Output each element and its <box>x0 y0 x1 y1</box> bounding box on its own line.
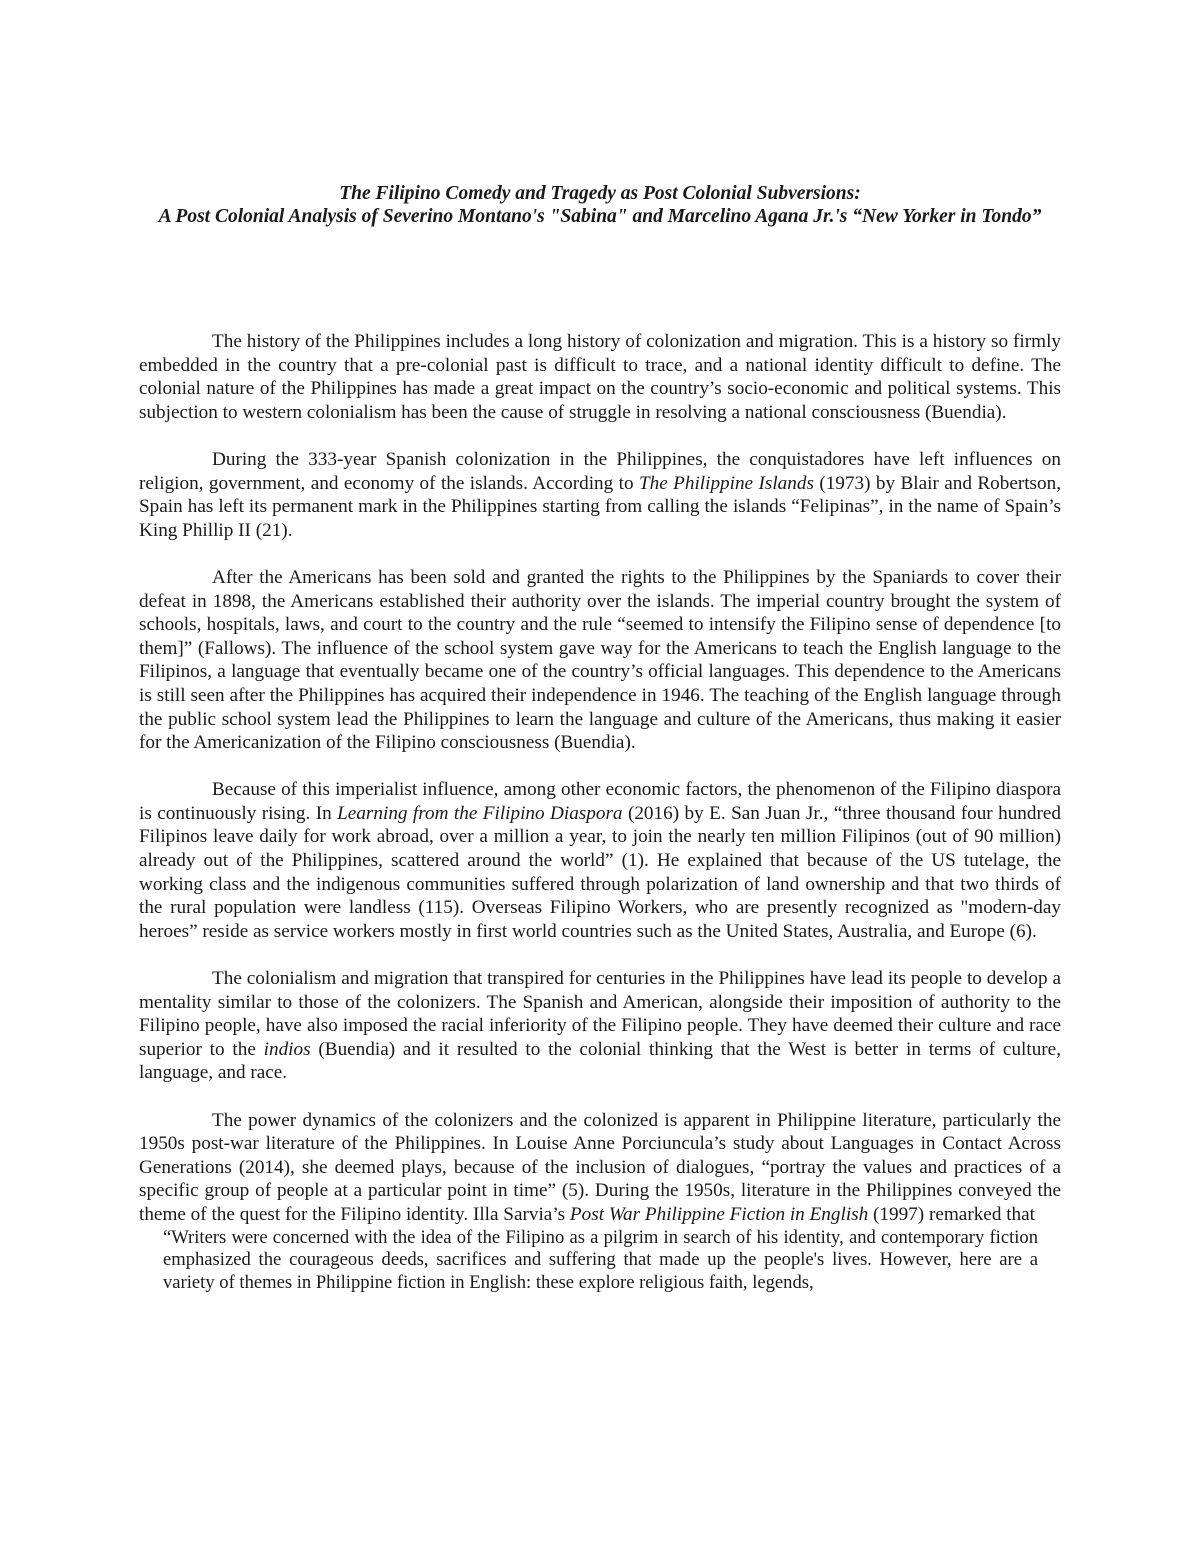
paragraph-4 <box>139 778 1061 943</box>
document-body <box>139 330 1061 1294</box>
paragraph-5-text-a: The colonialism and migration that transpired for centuries in the Philippines have lead its people to develop a mentality similar to those of the colonizers. The Spanish and American, alongside their imposition of authority to the Filipino people, have also imposed the racial inferiority of the Filipino people. They have deemed their culture and race superior to the <box>139 968 1061 1060</box>
title-line-1: The Filipino Comedy and Tragedy as Post Colonial Subversions: <box>339 183 861 204</box>
paragraph-5 <box>139 967 1061 1085</box>
paragraph-6-text-a: The power dynamics of the colonizers and the colonized is apparent in Philippine literature, particularly the 1950s post-war literature of the Philippines. In Louise Anne Porciuncula’s study about Languages in Contact Across Generations (2014), she deemed plays, because of the inclusion of dialogues, “portray the values and practices of a specific group of people at a particular point in time” (5). During the 1950s, literature in the Philippines conveyed the theme of the quest for the Filipino identity. Illa Sarvia’s <box>139 1109 1061 1225</box>
paragraph-2 <box>139 448 1061 542</box>
paragraph-6-book-title: Post War Philippine Fiction in English <box>569 1203 869 1225</box>
paragraph-3: After the Americans has been sold and granted the rights to the Philippines by the Spaniards to cover their defeat in 1898, the Americans established their authority over the islands. The imperial country brought the system of schools, hospitals, laws, and court to the country and the rule “seemed to intensify the Filipino sense of dependence [to them]” (Fallows). The influence of the school system gave way for the Americans to teach the English language to the Filipinos, a language that eventually became one of the country’s official languages. This dependence to the Americans is still seen after the Philippines has acquired their independence in 1946. The teaching of the English language through the public school system lead the Philippines to learn the language and culture of the Americans, thus making it easier for the Americanization of the Filipino consciousness (Buendia). <box>139 566 1061 754</box>
document-title <box>130 182 1070 228</box>
paragraph-5-italic-term: indios <box>263 1038 311 1060</box>
paragraph-4-text-a: Because of this imperialist influence, among other economic factors, the phenomenon of the Filipino diaspora is continuously rising. In <box>139 779 1061 824</box>
paragraph-2-text-b: (1973) by Blair and Robertson, Spain has left its permanent mark in the Philippines starting from calling the islands “Felipinas”, in the name of Spain’s King Phillip II (21). <box>139 472 1062 541</box>
block-quote: “Writers were concerned with the idea of the Filipino as a pilgrim in search of his identity, and contemporary fiction emphasized the courageous deeds, sacrifices and suffering that made up the people's lives. However, here are a variety of themes in Philippine fiction in English: these explore religious faith, legends, <box>163 1226 1038 1293</box>
paragraph-4-book-title: Learning from the Filipino Diaspora <box>337 802 623 824</box>
paragraph-6 <box>139 1109 1061 1227</box>
paragraph-1: The history of the Philippines includes a long history of colonization and migration. This is a history so firmly embedded in the country that a pre-colonial past is difficult to trace, and a national identity difficult to define. The colonial nature of the Philippines has made a great impact on the country’s socio-economic and political systems. This subjection to western colonialism has been the cause of struggle in resolving a national consciousness (Buendia). <box>139 331 1061 423</box>
paragraph-2-text-a: During the 333-year Spanish colonization in the Philippines, the conquistadores have left influences on religion, government, and economy of the islands. According to <box>139 448 1061 494</box>
paragraph-4-text-b: (2016) by E. San Juan Jr., “three thousand four hundred Filipinos leave daily for work abroad, over a million a year, to join the nearly ten million Filipinos (out of 90 million) already out of the Philippines, scattered around the world” (1). He explained that because of the US tutelage, the working class and the indigenous communities suffered through polarization of land ownership and that two thirds of the rural population were landless (115). Overseas Filipino Workers, who are presently recognized as "modern-day heroes” reside as service workers mostly in first world countries such as the United States, Australia, and Europe (6). <box>139 802 1061 942</box>
paragraph-6-text-b: (1997) remarked that <box>868 1203 1035 1225</box>
paragraph-5-text-b: (Buendia) and it resulted to the colonial thinking that the West is better in terms of culture, language, and race. <box>139 1038 1061 1084</box>
title-line-2: A Post Colonial Analysis of Severino Montano's "Sabina" and Marcelino Agana Jr.'s “New Yorker in Tondo” <box>158 206 1042 227</box>
paragraph-2-book-title: The Philippine Islands <box>638 472 814 494</box>
